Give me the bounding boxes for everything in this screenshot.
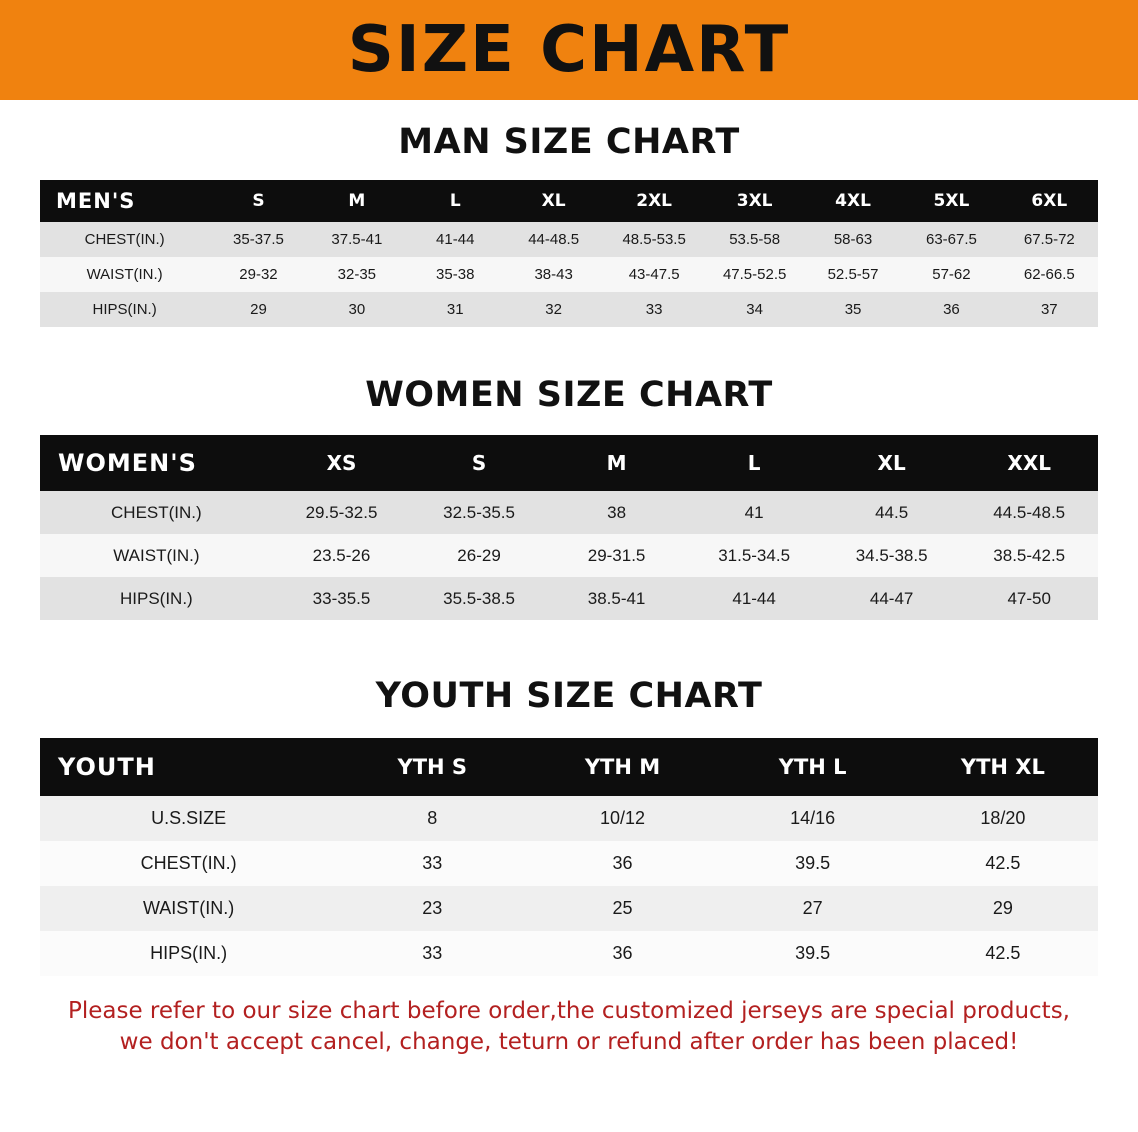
table-cell: 47.5-52.5 [705, 257, 803, 292]
table-cell: 32 [504, 292, 602, 327]
page-content [0, 122, 1138, 1058]
table-cell: 35-37.5 [209, 222, 307, 257]
table-row [40, 796, 1098, 841]
table-cell: 33 [337, 841, 527, 886]
men-header-3xl: 3XL [705, 180, 803, 222]
table-cell: 52.5-57 [804, 257, 902, 292]
table-cell: 31 [406, 292, 504, 327]
table-cell: 10/12 [527, 796, 717, 841]
table-cell: 41-44 [685, 577, 823, 620]
men-section-heading: MAN SIZE CHART [398, 122, 740, 162]
men-header-s: S [209, 180, 307, 222]
page-title: SIZE CHART [347, 13, 791, 87]
women-header-l: L [685, 435, 823, 491]
table-cell: 18/20 [908, 796, 1098, 841]
table-row [40, 257, 1098, 292]
table-cell: 36 [527, 841, 717, 886]
youth-row-label-ussize: U.S.SIZE [40, 796, 337, 841]
table-cell: 29-32 [209, 257, 307, 292]
table-cell: 25 [527, 886, 717, 931]
table-header-row [40, 738, 1098, 796]
women-row-label-chest: CHEST(IN.) [40, 491, 273, 534]
table-cell: 14/16 [718, 796, 908, 841]
table-cell: 39.5 [718, 931, 908, 976]
table-row [40, 841, 1098, 886]
men-header-2xl: 2XL [603, 180, 706, 222]
men-header-l: L [406, 180, 504, 222]
table-cell: 35-38 [406, 257, 504, 292]
table-row [40, 534, 1098, 577]
order-policy-note [48, 996, 1090, 1058]
youth-size-table [40, 738, 1098, 976]
table-cell: 42.5 [908, 841, 1098, 886]
page-banner [0, 0, 1138, 100]
women-header-m: M [548, 435, 686, 491]
table-row [40, 931, 1098, 976]
table-cell: 32-35 [308, 257, 406, 292]
table-cell: 35.5-38.5 [410, 577, 548, 620]
youth-row-label-chest: CHEST(IN.) [40, 841, 337, 886]
table-cell: 34 [705, 292, 803, 327]
women-row-label-hips: HIPS(IN.) [40, 577, 273, 620]
table-row [40, 577, 1098, 620]
table-cell: 26-29 [410, 534, 548, 577]
table-cell: 39.5 [718, 841, 908, 886]
table-cell: 67.5-72 [1001, 222, 1098, 257]
table-cell: 53.5-58 [705, 222, 803, 257]
table-cell: 38.5-42.5 [960, 534, 1098, 577]
table-cell: 36 [527, 931, 717, 976]
youth-header-s: YTH S [337, 738, 527, 796]
table-header-row [40, 180, 1098, 222]
table-cell: 29.5-32.5 [273, 491, 411, 534]
table-cell: 48.5-53.5 [603, 222, 706, 257]
youth-header-xl: YTH XL [908, 738, 1098, 796]
youth-section-heading: YOUTH SIZE CHART [375, 676, 763, 716]
women-section-heading: WOMEN SIZE CHART [365, 375, 773, 415]
men-header-xl: XL [504, 180, 602, 222]
men-header-5xl: 5XL [902, 180, 1000, 222]
women-header-xxl: XXL [960, 435, 1098, 491]
men-header-4xl: 4XL [804, 180, 902, 222]
table-cell: 31.5-34.5 [685, 534, 823, 577]
youth-row-label-hips: HIPS(IN.) [40, 931, 337, 976]
table-cell: 38.5-41 [548, 577, 686, 620]
table-cell: 57-62 [902, 257, 1000, 292]
table-cell: 35 [804, 292, 902, 327]
men-row-label-waist: WAIST(IN.) [40, 257, 209, 292]
table-cell: 29 [908, 886, 1098, 931]
table-cell: 38 [548, 491, 686, 534]
note-line-2: we don't accept cancel, change, teturn or refund after order has been placed! [119, 1029, 1019, 1056]
men-header-label: MEN'S [40, 180, 209, 222]
women-size-table [40, 435, 1098, 620]
table-cell: 44-47 [823, 577, 961, 620]
table-cell: 33 [337, 931, 527, 976]
youth-header-label: YOUTH [40, 738, 337, 796]
men-row-label-hips: HIPS(IN.) [40, 292, 209, 327]
youth-header-l: YTH L [718, 738, 908, 796]
women-header-xs: XS [273, 435, 411, 491]
table-cell: 37 [1001, 292, 1098, 327]
men-header-m: M [308, 180, 406, 222]
men-row-label-chest: CHEST(IN.) [40, 222, 209, 257]
table-cell: 47-50 [960, 577, 1098, 620]
table-cell: 30 [308, 292, 406, 327]
note-line-1: Please refer to our size chart before order,the customized jerseys are special products, [67, 998, 1070, 1024]
table-cell: 33 [603, 292, 706, 327]
table-cell: 63-67.5 [902, 222, 1000, 257]
table-cell: 27 [718, 886, 908, 931]
table-cell: 36 [902, 292, 1000, 327]
table-header-row [40, 435, 1098, 491]
women-header-xl: XL [823, 435, 961, 491]
women-header-s: S [410, 435, 548, 491]
table-cell: 29 [209, 292, 307, 327]
table-cell: 41 [685, 491, 823, 534]
youth-row-label-waist: WAIST(IN.) [40, 886, 337, 931]
women-row-label-waist: WAIST(IN.) [40, 534, 273, 577]
table-row [40, 886, 1098, 931]
table-cell: 62-66.5 [1001, 257, 1098, 292]
table-cell: 34.5-38.5 [823, 534, 961, 577]
table-cell: 44.5-48.5 [960, 491, 1098, 534]
table-cell: 42.5 [908, 931, 1098, 976]
table-row [40, 222, 1098, 257]
table-cell: 23.5-26 [273, 534, 411, 577]
table-cell: 32.5-35.5 [410, 491, 548, 534]
table-cell: 43-47.5 [603, 257, 706, 292]
table-cell: 23 [337, 886, 527, 931]
men-size-table [40, 180, 1098, 327]
table-cell: 44-48.5 [504, 222, 602, 257]
table-cell: 41-44 [406, 222, 504, 257]
table-cell: 38-43 [504, 257, 602, 292]
table-row [40, 491, 1098, 534]
table-row [40, 292, 1098, 327]
table-cell: 8 [337, 796, 527, 841]
table-cell: 44.5 [823, 491, 961, 534]
women-header-label: WOMEN'S [40, 435, 273, 491]
men-header-6xl: 6XL [1001, 180, 1098, 222]
table-cell: 29-31.5 [548, 534, 686, 577]
table-cell: 58-63 [804, 222, 902, 257]
table-cell: 37.5-41 [308, 222, 406, 257]
table-cell: 33-35.5 [273, 577, 411, 620]
youth-header-m: YTH M [527, 738, 717, 796]
